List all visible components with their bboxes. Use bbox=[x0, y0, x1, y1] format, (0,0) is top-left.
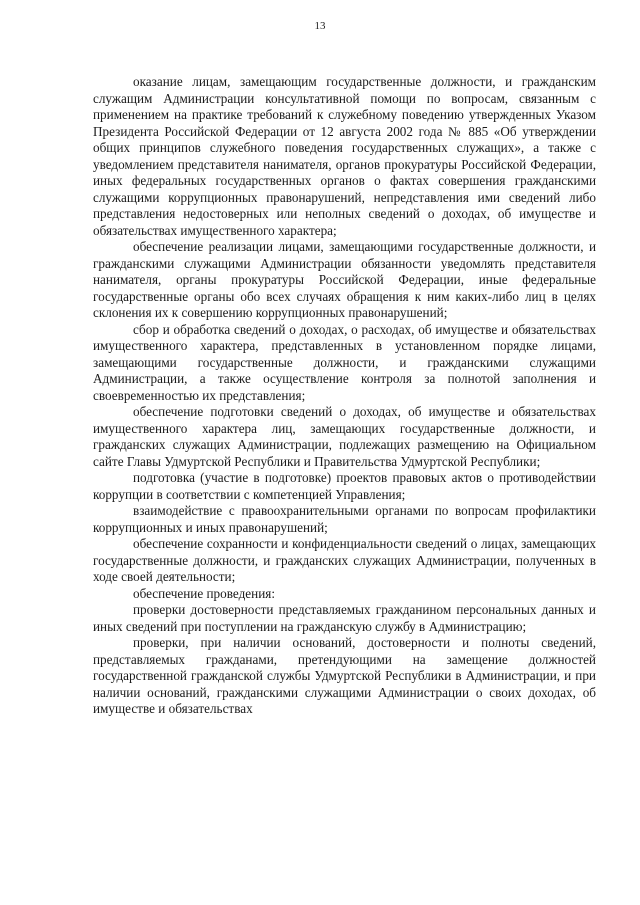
paragraph: проверки достоверности представляемых гражданином персональных данных и иных сведений при поступлении на гражданскую службу в Администрацию; bbox=[93, 602, 596, 634]
paragraph: подготовка (участие в подготовке) проектов правовых актов о противодействии коррупции в соответствии с компетенцией Управления; bbox=[93, 470, 596, 502]
paragraph: оказание лицам, замещающим государственные должности, и гражданским служащим Администрации консультативной помощи по вопросам, связанным с применением на практике требований к служебному поведению утвержденных Указом Президента Российской Федерации от 12 августа 2002 года № 885 «Об утверждении общих принципов служебного поведения государственных служащих», а также с уведомлением представителя нанимателя, органов прокуратуры Российской Федерации, иных федеральных государственных органов о фактах совершения гражданскими служащими коррупционных правонарушений, непредставления ими сведений либо представления недостоверных или неполных сведений о доходах, об имуществе и обязательствах имущественного характера; bbox=[93, 74, 596, 238]
paragraph: обеспечение реализации лицами, замещающими государственные должности, и гражданскими служащими Администрации обязанности уведомлять представителя нанимателя, органы прокуратуры Российской Федерации, иные федеральные государственные органы обо всех случаях обращения к ним каких-либо лиц в целях склонения их к совершению коррупционных правонарушений; bbox=[93, 239, 596, 320]
page-number: 13 bbox=[314, 20, 326, 32]
paragraph: взаимодействие с правоохранительными органами по вопросам профилактики коррупционных и иных правонарушений; bbox=[93, 503, 596, 535]
paragraph: обеспечение проведения: bbox=[133, 585, 275, 601]
paragraph: обеспечение подготовки сведений о доходах, об имуществе и обязательствах имущественного характера лиц, замещающих государственные должности, и гражданских служащих Администрации, подлежащих размещению на Официальном сайте Главы Удмуртской Республики и Правительства Удмуртской Республики; bbox=[93, 404, 596, 469]
document-body bbox=[93, 74, 596, 718]
paragraph: сбор и обработка сведений о доходах, о расходах, об имуществе и обязательствах имущественного характера, представленных в установленном порядке лицами, замещающими государственные должности, и гражданскими служащими Администрации, а также осуществление контроля за полнотой заполнения и своевременностью их представления; bbox=[93, 321, 596, 403]
paragraph: обеспечение сохранности и конфиденциальности сведений о лицах, замещающих государственные должности, и гражданских служащих Администрации, полученных в ходе своей деятельности; bbox=[93, 536, 596, 584]
paragraph: проверки, при наличии оснований, достоверности и полноты сведений, представляемых гражданами, претендующими на замещение должностей государственной гражданской службы Удмуртской Республики в Администрации, и при наличии оснований, гражданскими служащими Администрации о своих доходах, об имуществе и обязательствах bbox=[93, 635, 596, 716]
